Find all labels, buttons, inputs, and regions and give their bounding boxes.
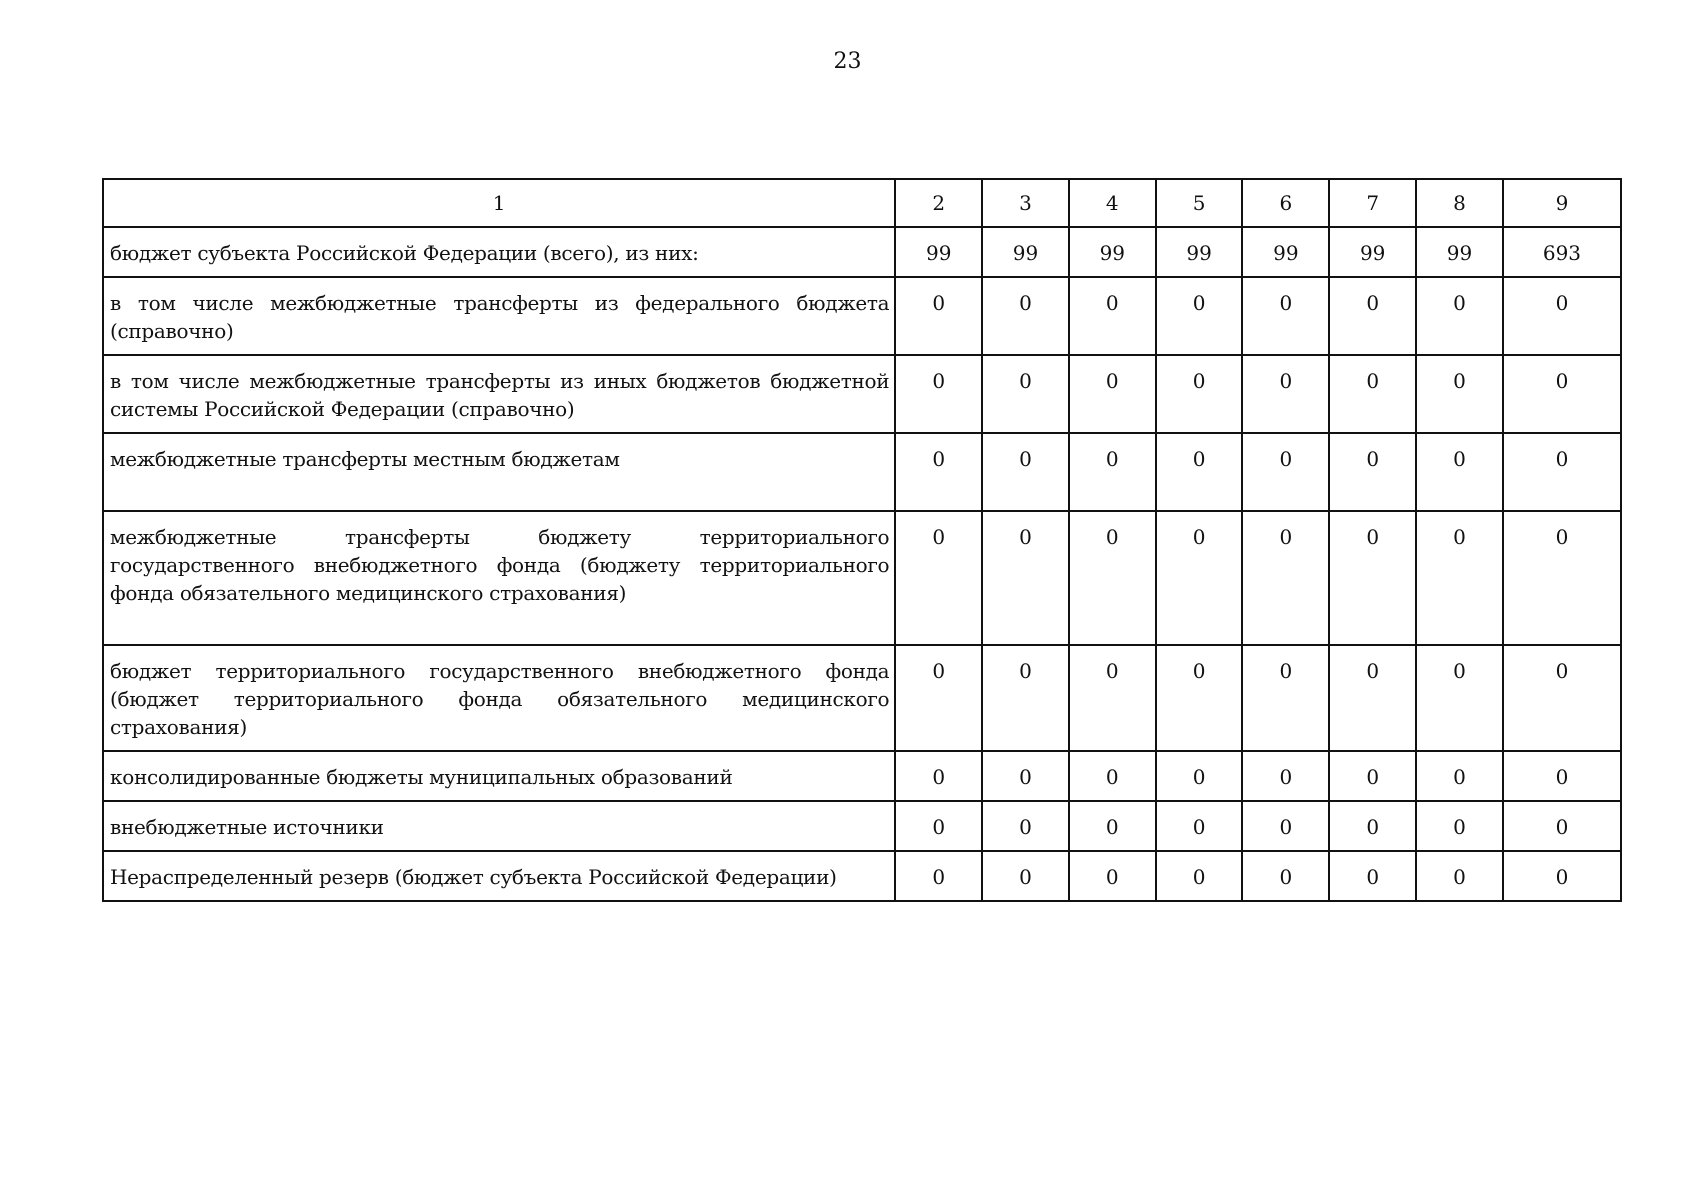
table-cell: 0 [895,851,982,901]
row-label: бюджет субъекта Российской Федерации (всего), из них: [103,227,895,277]
table-cell: 0 [1242,277,1329,355]
table-cell: 99 [1156,227,1243,277]
table-cell: 0 [1503,645,1621,751]
column-header: 1 [103,179,895,227]
table-cell: 0 [1416,751,1503,801]
table-cell: 0 [1242,751,1329,801]
budget-table [102,178,1622,902]
table-cell: 0 [1503,851,1621,901]
table-cell: 0 [1069,355,1156,433]
table-cell: 0 [1156,751,1243,801]
table-cell: 0 [1069,645,1156,751]
column-header: 4 [1069,179,1156,227]
column-header: 3 [982,179,1069,227]
table-cell: 0 [982,801,1069,851]
table-cell: 0 [1242,355,1329,433]
table-header-row [103,179,1621,227]
table-cell: 0 [1329,277,1416,355]
table-cell: 0 [1156,801,1243,851]
table-cell: 99 [895,227,982,277]
table-cell: 0 [982,355,1069,433]
table-cell: 0 [1069,751,1156,801]
column-header: 8 [1416,179,1503,227]
table-cell: 0 [1242,511,1329,645]
table-row [103,511,1621,645]
column-header: 5 [1156,179,1243,227]
table-cell: 0 [1156,851,1243,901]
table-cell: 0 [1329,355,1416,433]
table-row [103,227,1621,277]
table-cell: 0 [1069,851,1156,901]
row-label: бюджет территориального государственного внебюджетного фонда (бюджет территориального фонда обязательного медицинского страхования) [103,645,895,751]
table-cell: 0 [1416,433,1503,511]
table-cell: 0 [1503,277,1621,355]
table-cell: 0 [1503,511,1621,645]
table-cell: 0 [895,645,982,751]
table-cell: 0 [1069,433,1156,511]
table-cell: 0 [1503,751,1621,801]
table-cell: 0 [982,851,1069,901]
table-row [103,751,1621,801]
table-cell: 0 [982,645,1069,751]
table-row [103,801,1621,851]
table-cell: 0 [1069,801,1156,851]
table-cell: 0 [1069,511,1156,645]
table-cell: 0 [1329,851,1416,901]
table-cell: 0 [1416,277,1503,355]
table-cell: 0 [895,511,982,645]
table-cell: 99 [1069,227,1156,277]
page-number: 23 [833,49,862,74]
table-cell: 0 [982,277,1069,355]
column-header: 9 [1503,179,1621,227]
table-cell: 99 [1329,227,1416,277]
table-cell: 0 [1156,511,1243,645]
table-row [103,645,1621,751]
column-header: 6 [1242,179,1329,227]
table-cell: 0 [1329,801,1416,851]
row-label: межбюджетные трансферты бюджету территориального государственного внебюджетного фонда (бюджету территориального фонда обязательного медицинского страхования) [103,511,895,645]
table-cell: 0 [982,433,1069,511]
row-label: в том числе межбюджетные трансферты из федерального бюджета (справочно) [103,277,895,355]
table-cell: 99 [1242,227,1329,277]
row-label: межбюджетные трансферты местным бюджетам [103,433,895,511]
table-cell: 0 [895,277,982,355]
table-cell: 0 [1329,751,1416,801]
table-cell: 0 [1503,433,1621,511]
table-cell: 0 [1416,511,1503,645]
table-cell: 0 [1156,433,1243,511]
row-label: Нераспределенный резерв (бюджет субъекта Российской Федерации) [103,851,895,901]
table-cell: 0 [982,511,1069,645]
table-cell: 693 [1503,227,1621,277]
table-cell: 0 [1069,277,1156,355]
table-cell: 0 [1156,277,1243,355]
table-row [103,277,1621,355]
table-cell: 0 [1329,433,1416,511]
table-row [103,355,1621,433]
table-cell: 0 [1503,355,1621,433]
row-label: внебюджетные источники [103,801,895,851]
table-cell: 99 [982,227,1069,277]
row-label: консолидированные бюджеты муниципальных образований [103,751,895,801]
table-cell: 0 [1156,645,1243,751]
table-cell: 0 [1416,645,1503,751]
table-cell: 0 [982,751,1069,801]
table-cell: 0 [895,801,982,851]
table-row [103,433,1621,511]
table-cell: 0 [1416,851,1503,901]
table-cell: 0 [1156,355,1243,433]
table-cell: 0 [895,751,982,801]
table-cell: 0 [1242,433,1329,511]
table-cell: 0 [895,433,982,511]
table-cell: 0 [1242,645,1329,751]
table-cell: 0 [1416,801,1503,851]
table-cell: 0 [1329,645,1416,751]
column-header: 2 [895,179,982,227]
table-cell: 0 [1242,801,1329,851]
table-cell: 0 [1242,851,1329,901]
row-label: в том числе межбюджетные трансферты из иных бюджетов бюджетной системы Российской Федерации (справочно) [103,355,895,433]
table-row [103,851,1621,901]
table-cell: 0 [895,355,982,433]
table-cell: 0 [1329,511,1416,645]
table-cell: 0 [1416,355,1503,433]
table-cell: 99 [1416,227,1503,277]
table-cell: 0 [1503,801,1621,851]
column-header: 7 [1329,179,1416,227]
